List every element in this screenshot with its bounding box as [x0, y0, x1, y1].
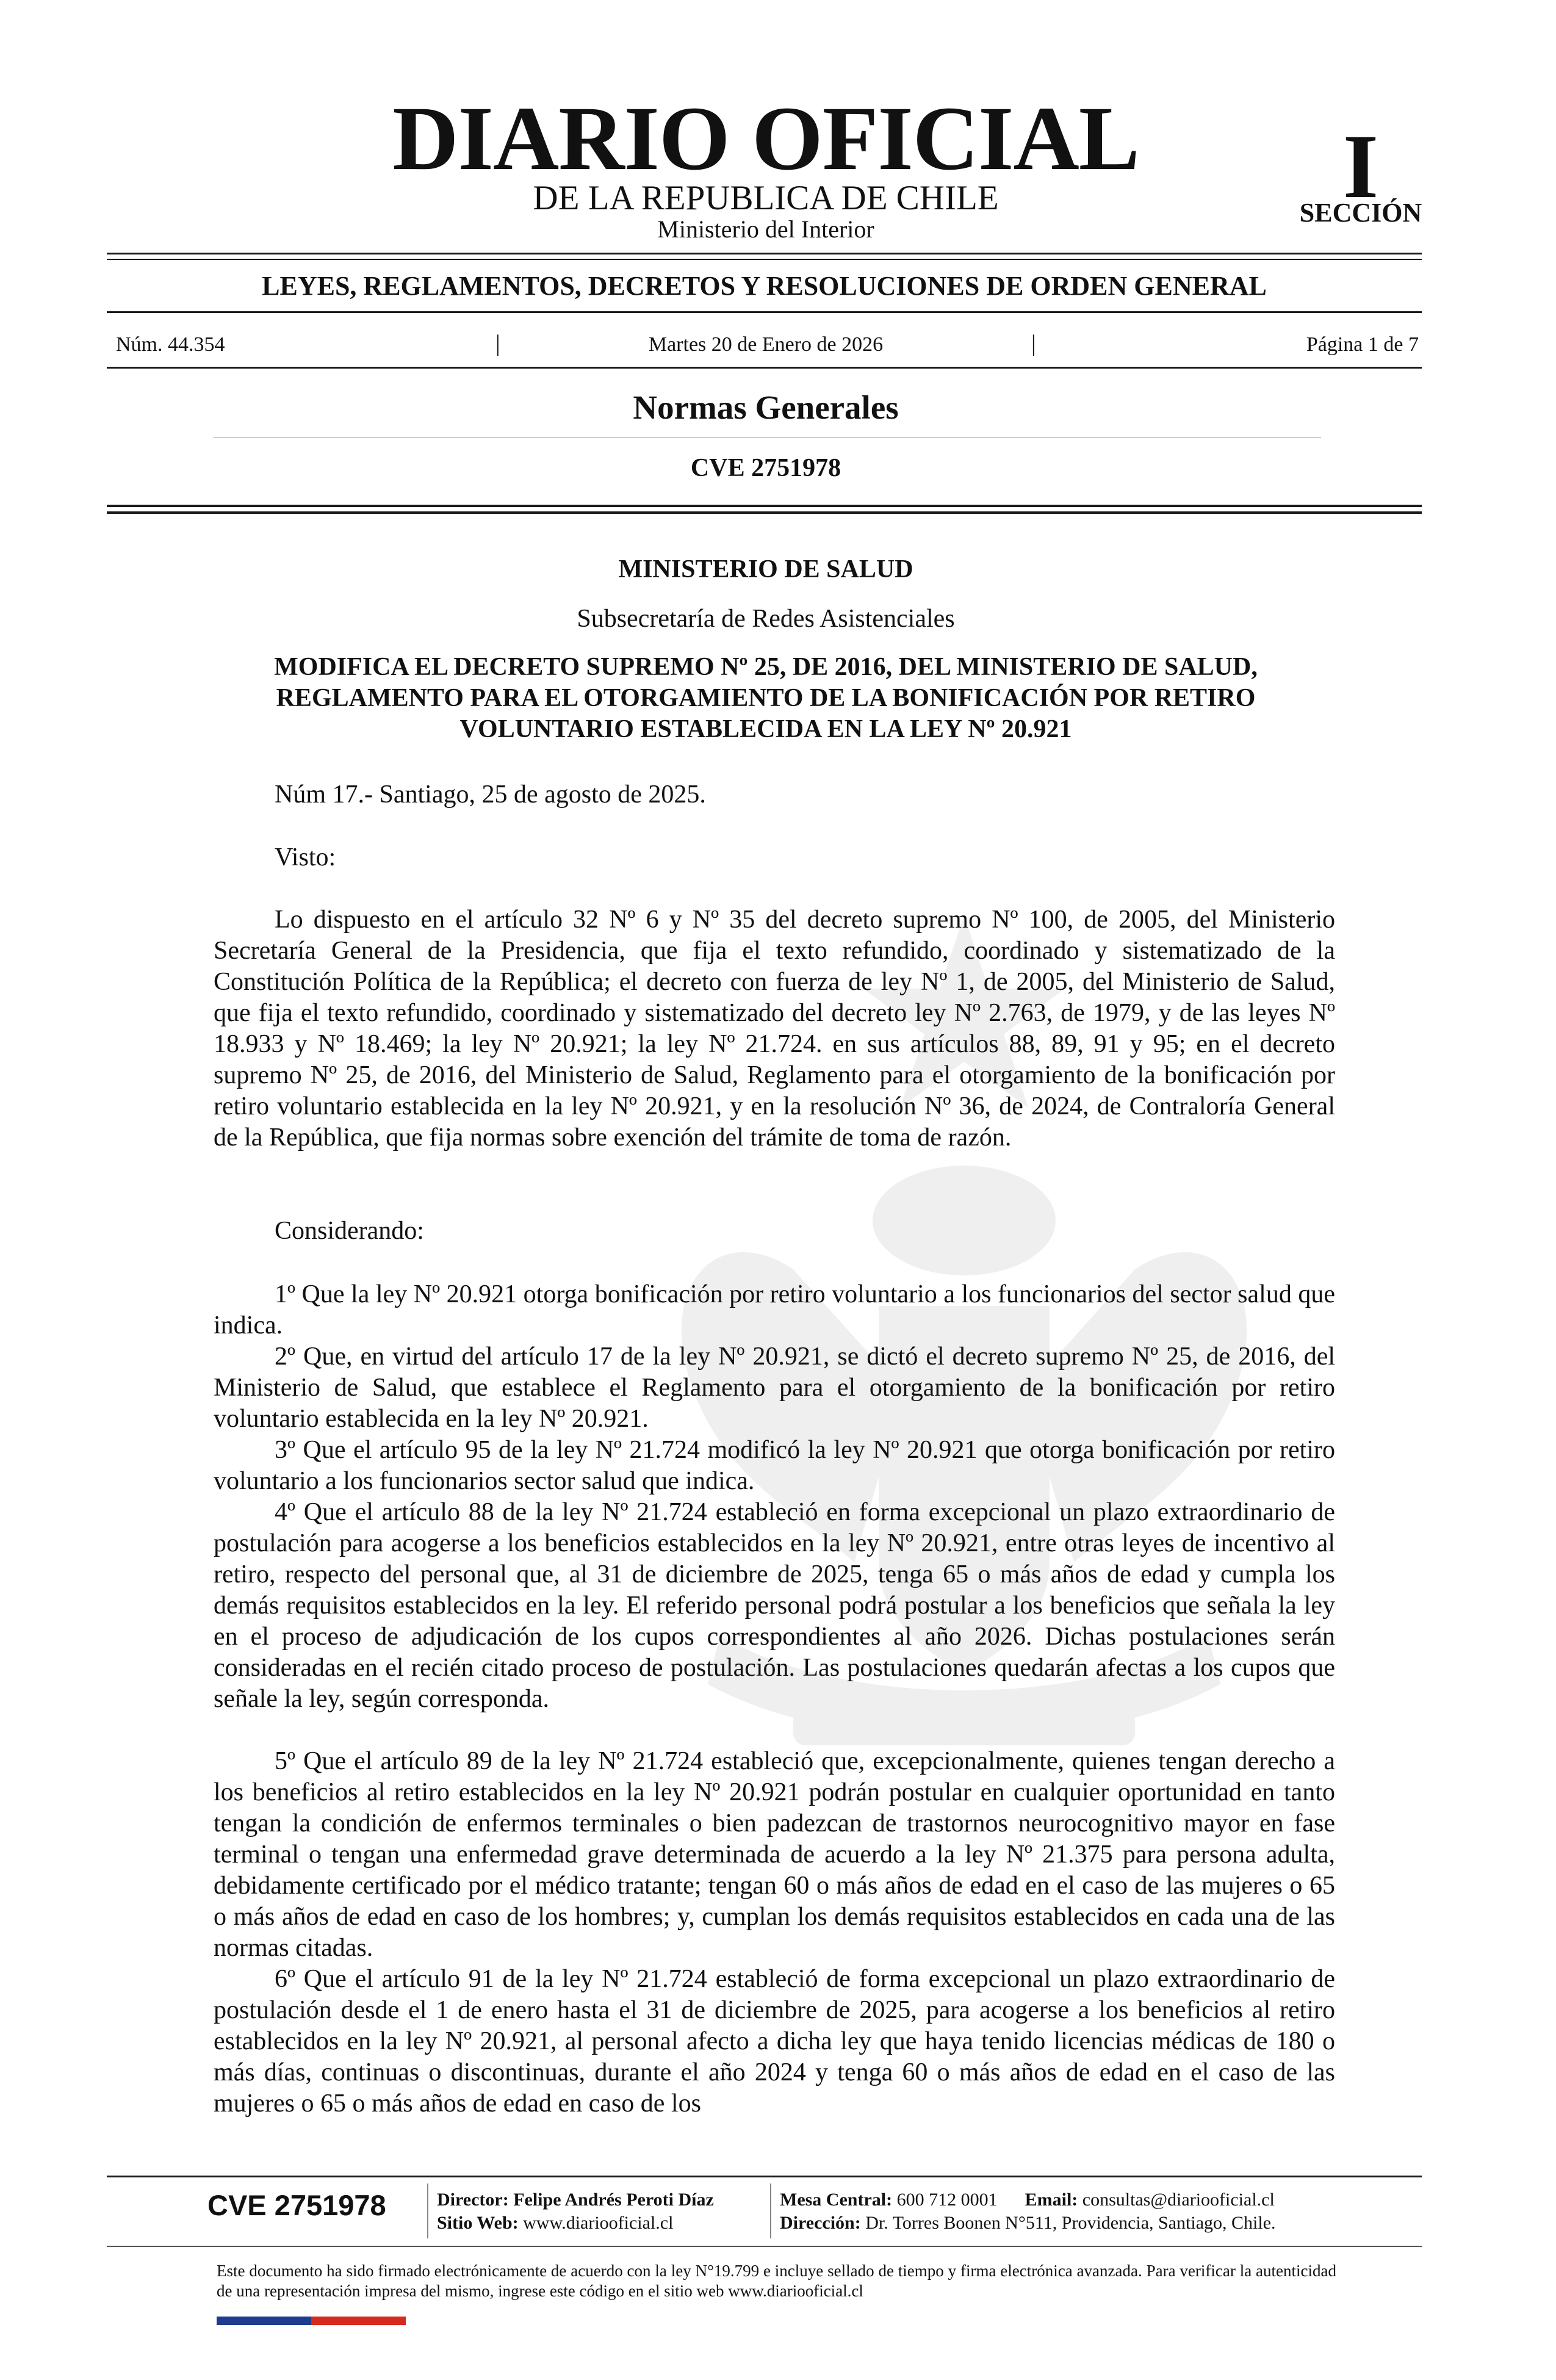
- document-subsecretaria: Subsecretaría de Redes Asistenciales: [577, 605, 955, 633]
- masthead-title: DIARIO OFICIAL: [392, 88, 1139, 189]
- address-value: Dr. Torres Boonen N°511, Providencia, Santiago, Chile.: [865, 2213, 1276, 2233]
- issue-page: Página 1 de 7: [1306, 333, 1419, 356]
- considerando-item: 1º Que la ley Nº 20.921 otorga bonificación por retiro voluntario a los funcionarios del sector salud que indica.: [214, 1280, 1335, 1340]
- email-link[interactable]: consultas@diariooficial.cl: [1082, 2190, 1275, 2210]
- footer-divider: [427, 2183, 428, 2238]
- considerando-item: 2º Que, en virtud del artículo 17 de la ley Nº 20.921, se dictó el decreto supremo Nº 25, de 2016, del Ministerio de Salud, que establece el Reglamento para el otorgamiento de la bonificación por retiro voluntario establecida en la ley Nº 20.921.: [214, 1343, 1335, 1433]
- considerando-label: Considerando:: [275, 1217, 424, 1245]
- section-label: SECCIÓN: [1299, 198, 1422, 228]
- rule-under-section-title: [214, 437, 1321, 438]
- document-ministry: MINISTERIO DE SALUD: [618, 555, 913, 583]
- rubric-heading: LEYES, REGLAMENTOS, DECRETOS Y RESOLUCIONES DE ORDEN GENERAL: [262, 271, 1267, 301]
- footer-divider: [770, 2183, 771, 2238]
- rule-above-issue: [107, 311, 1422, 313]
- issue-number: Núm. 44.354: [116, 333, 225, 356]
- rule-below-issue: [107, 367, 1422, 369]
- legal-notice: Este documento ha sido firmado electrónicamente de acuerdo con la ley N°19.799 e incluye sellado de tiempo y firma electrónica avanzada. Para verificar la autenticidad de una representación impresa del mismo, ingrese este código en el sitio web www.diariooficial.cl: [217, 2262, 1336, 2300]
- website-link[interactable]: www.diariooficial.cl: [523, 2213, 674, 2233]
- rule-double-top: [107, 505, 1422, 507]
- flag-stripe-blue: [217, 2317, 311, 2325]
- mesa-central-label: Mesa Central:: [780, 2190, 893, 2210]
- section-number: I: [1342, 116, 1379, 217]
- flag-stripe-red: [311, 2317, 406, 2325]
- address-label: Dirección:: [780, 2213, 861, 2233]
- considerando-item: 5º Que el artículo 89 de la ley Nº 21.724 estableció que, excepcionalmente, quienes tengan derecho a los beneficios al retiro establecidos en la ley Nº 20.921 podrán postular en cualquier oportunidad en tanto tengan la condición de enfermos terminales o bien padezcan de trastornos neurocognitivo mayor en fase terminal o tengan una enfermedad grave determinada de acuerdo a la ley Nº 21.375 para persona adulta, debidamente certificado por el médico tratante; tengan 60 o más años de edad en el caso de las mujeres o 65 o más años de edad en caso de los hombres; y, cumplan los demás requisitos establecidos en cada una de las normas citadas.: [214, 1747, 1335, 1962]
- footer-rule-top: [107, 2176, 1422, 2177]
- website-label: Sitio Web:: [437, 2213, 519, 2233]
- footer-cve-code: CVE 2751978: [207, 2189, 386, 2221]
- section-title: Normas Generales: [633, 389, 899, 426]
- considerando-item: 4º Que el artículo 88 de la ley Nº 21.724 estableció en forma excepcional un plazo extraordinario de postulación para acogerse a los beneficios establecidos en la ley Nº 20.921, entre otras leyes de incentivo al retiro, respecto del personal que, al 31 de diciembre de 2025, tenga 65 o más años de edad y cumpla los demás requisitos establecidos en la ley. El referido personal podrá postular a los beneficios que señala la ley en el proceso de adjudicación de los cupos correspondientes al año 2026. Dichas postulaciones serán consideradas en el recién citado proceso de postulación. Las postulaciones quedarán afectas a los cupos que señale la ley, según corresponda.: [214, 1498, 1335, 1713]
- masthead-ministry: Ministerio del Interior: [657, 215, 874, 243]
- decree-dateline: Núm 17.- Santiago, 25 de agosto de 2025.: [275, 781, 706, 809]
- considerando-item: 6º Que el artículo 91 de la ley Nº 21.724 estableció de forma excepcional un plazo extraordinario de postulación desde el 1 de enero hasta el 31 de diciembre de 2025, para acogerse a los beneficios al retiro establecidos en la ley Nº 20.921, al personal afecto a dicha ley que haya tenido licencias médicas de 180 o más días, continuas o discontinuas, durante el año 2024 y tenga 60 o más años de edad en el caso de las mujeres o 65 o más años de edad en caso de los: [214, 1965, 1335, 2118]
- footer-rule-bottom: [107, 2246, 1422, 2247]
- footer-mesa-central: [780, 2189, 1275, 2211]
- footer-website: [437, 2212, 673, 2234]
- decree-title: MODIFICA EL DECRETO SUPREMO Nº 25, DE 2016, DEL MINISTERIO DE SALUD, REGLAMENTO PARA EL OTORGAMIENTO DE LA BONIFICACIÓN POR RETIRO VOLUNTARIO ESTABLECIDA EN LA LEY Nº 20.921: [274, 653, 1258, 743]
- mesa-central-value: 600 712 0001: [896, 2190, 998, 2210]
- footer-address: [780, 2212, 1276, 2234]
- email-label: Email:: [1025, 2190, 1078, 2210]
- rule-under-masthead: [107, 253, 1422, 254]
- director-name: Felipe Andrés Peroti Díaz: [513, 2190, 714, 2210]
- rule-double-bottom: [107, 511, 1422, 514]
- cve-code: CVE 2751978: [690, 454, 841, 482]
- director-label: Director:: [437, 2190, 509, 2210]
- issue-separator: |: [1031, 331, 1036, 356]
- visto-paragraph: Lo dispuesto en el artículo 32 Nº 6 y Nº 35 del decreto supremo Nº 100, de 2005, del Ministerio Secretaría General de la Presidencia, que fija el texto refundido, coordinado y sistematizado de la Constitución Política de la República; el decreto con fuerza de ley Nº 1, de 2005, del Ministerio de Salud, que fija el texto refundido, coordinado y sistematizado del decreto ley Nº 2.763, de 1979, y de las leyes Nº 18.933 y Nº 18.469; la ley Nº 20.921; la ley Nº 21.724. en sus artículos 88, 89, 91 y 95; en el decreto supremo Nº 25, de 2016, del Ministerio de Salud, Reglamento para el otorgamiento de la bonificación por retiro voluntario establecida en la ley Nº 20.921, y en la resolución Nº 36, de 2024, de Contraloría General de la República, que fija normas sobre exención del trámite de toma de razón.: [214, 906, 1335, 1152]
- issue-date: Martes 20 de Enero de 2026: [648, 333, 884, 356]
- rule-under-masthead-thin: [107, 259, 1422, 260]
- issue-separator: |: [495, 331, 500, 356]
- footer-director: [437, 2189, 714, 2211]
- masthead-subtitle: DE LA REPUBLICA DE CHILE: [533, 179, 999, 217]
- considerando-item: 3º Que el artículo 95 de la ley Nº 21.724 modificó la ley Nº 20.921 que otorga bonificación por retiro voluntario a los funcionarios sector salud que indica.: [214, 1436, 1335, 1495]
- visto-label: Visto:: [275, 843, 336, 871]
